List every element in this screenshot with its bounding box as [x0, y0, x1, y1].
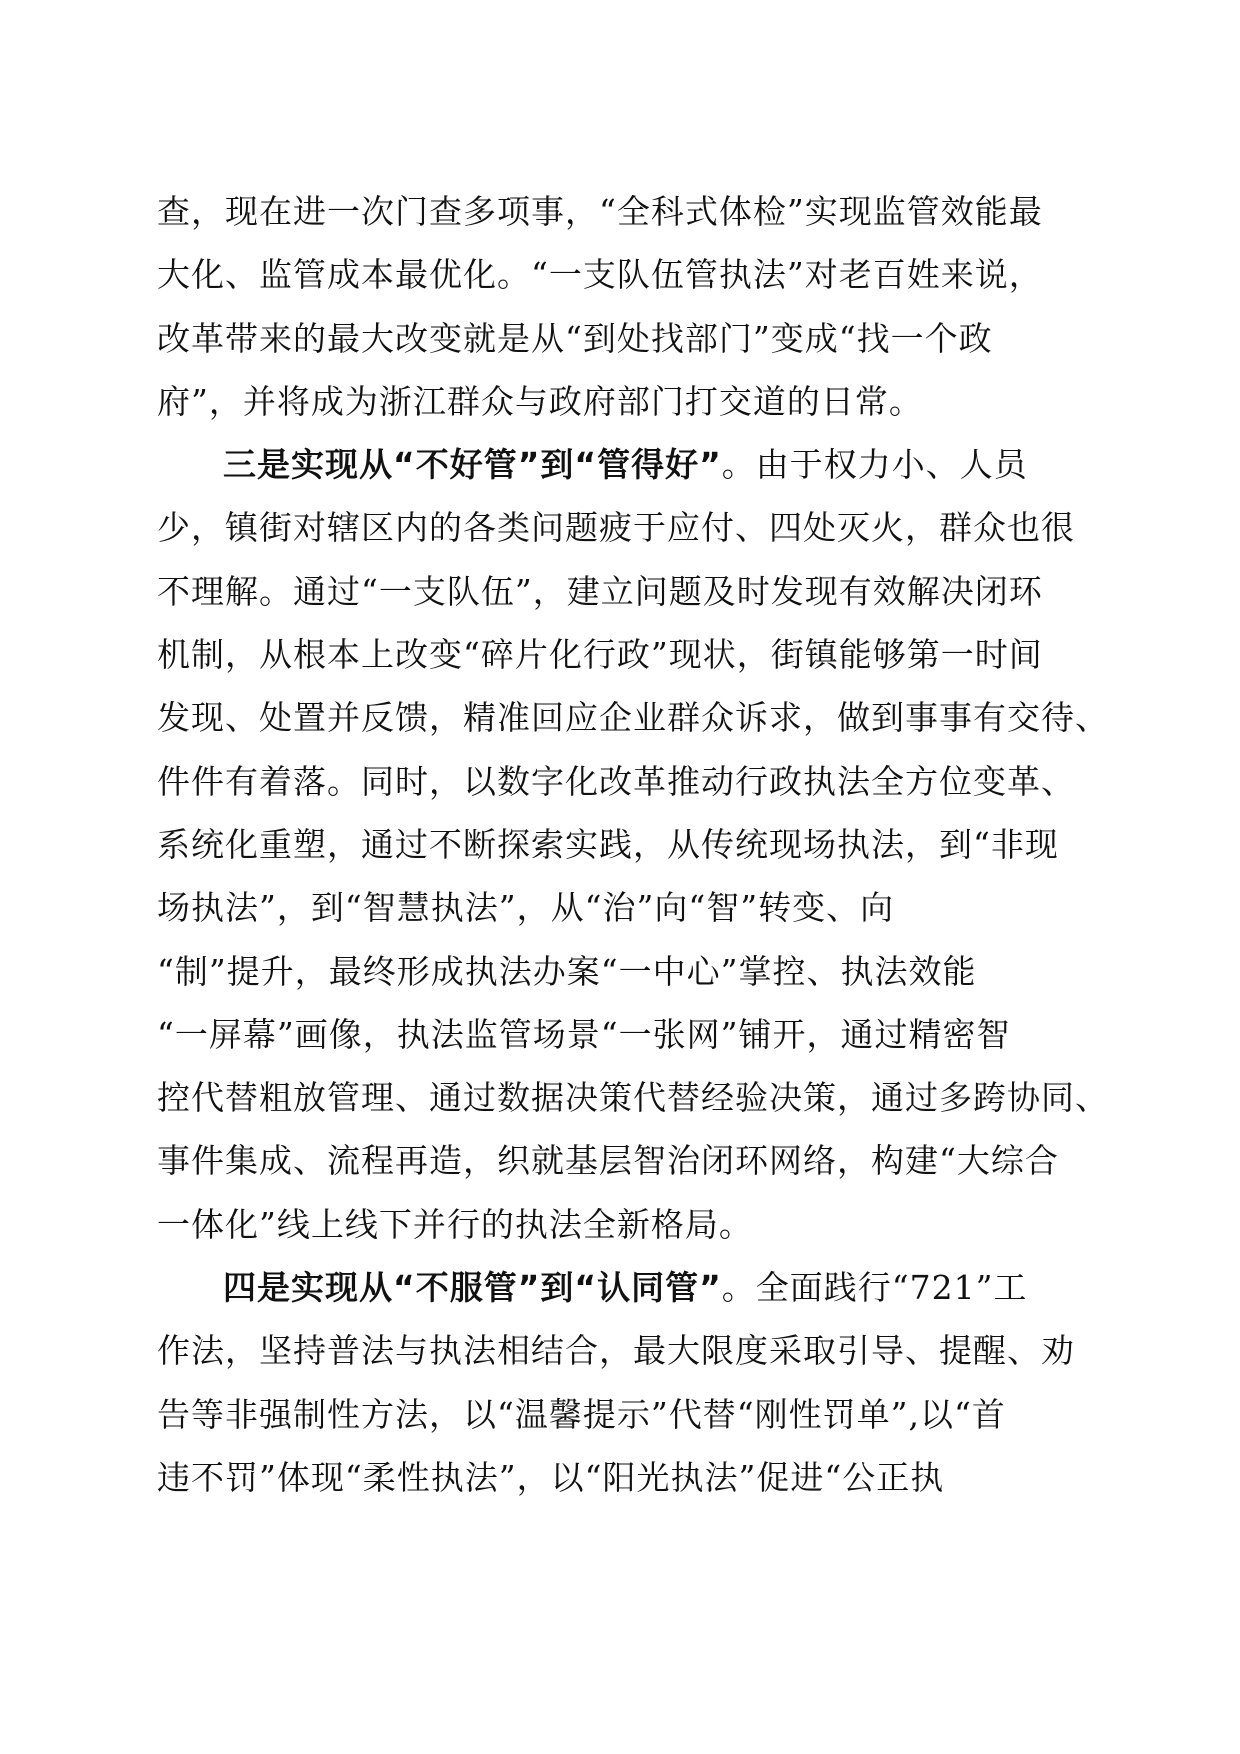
text-line: 告等非强制性方法，以“温馨提示”代替“刚性罚单”,以“首 — [157, 1394, 1006, 1434]
text-line: 一体化”线上线下并行的执法全新格局。 — [157, 1204, 753, 1244]
text-line: 大化、监管成本最优化。“一支队伍管执法”对老百姓来说， — [157, 255, 1043, 295]
paragraph-heading: 四是实现从“不服管”到“认同管” — [223, 1268, 722, 1308]
text-line: 机制，从根本上改变“碎片化行政”现状，街镇能够第一时间 — [157, 635, 1043, 675]
paragraph-2 — [157, 433, 1109, 1256]
text-line: 不理解。通过“一支队伍”，建立问题及时发现有效解决闭环 — [157, 571, 1043, 611]
text-line: 作法，坚持普法与执法相结合，最大限度采取引导、提醒、劝 — [157, 1331, 1075, 1371]
paragraph-3 — [157, 1256, 1087, 1509]
text-line: 少，镇街对辖区内的各类问题疲于应付、四处灭火，群众也很 — [157, 508, 1075, 548]
document-body — [157, 180, 1109, 1509]
paragraph-heading: 三是实现从“不好管”到“管得好” — [223, 445, 722, 485]
text-line: 发现、处置并反馈，精准回应企业群众诉求，做到事事有交待、 — [157, 698, 1109, 738]
text-line: 事件集成、流程再造，织就基层智治闭环网络，构建“大综合 — [157, 1141, 1059, 1181]
text-line: 系统化重塑，通过不断探索实践，从传统现场执法，到“非现 — [157, 824, 1059, 864]
text-line: “制”提升，最终形成执法办案“一中心”掌控、执法效能 — [157, 951, 977, 991]
paragraph-first-line — [157, 433, 1087, 496]
text-line: 违不罚”体现“柔性执法”，以“阳光执法”促进“公正执 — [157, 1457, 945, 1497]
paragraph-first-line — [157, 1256, 1087, 1319]
text-line: 府”，并将成为浙江群众与政府部门打交道的日常。 — [157, 381, 923, 421]
text-line: 控代替粗放管理、通过数据决策代替经验决策，通过多跨协同、 — [157, 1078, 1109, 1118]
text-line: 改革带来的最大改变就是从“到处找部门”变成“找一个政 — [157, 318, 993, 358]
text-line: 查，现在进一次门查多项事，“全科式体检”实现监管效能最 — [157, 192, 1043, 231]
heading-continuation: 。全面践行“721”工 — [721, 1268, 1028, 1308]
text-line: “一屏幕”画像，执法监管场景“一张网”铺开，通过精密智 — [157, 1014, 1011, 1054]
text-line: 场执法”，到“智慧执法”，从“治”向“智”转变、向 — [157, 888, 895, 928]
paragraph-1 — [157, 180, 1087, 433]
heading-continuation: 。由于权力小、人员 — [721, 445, 1028, 485]
text-line: 件件有着落。同时，以数字化改革推动行政执法全方位变革、 — [157, 761, 1075, 801]
